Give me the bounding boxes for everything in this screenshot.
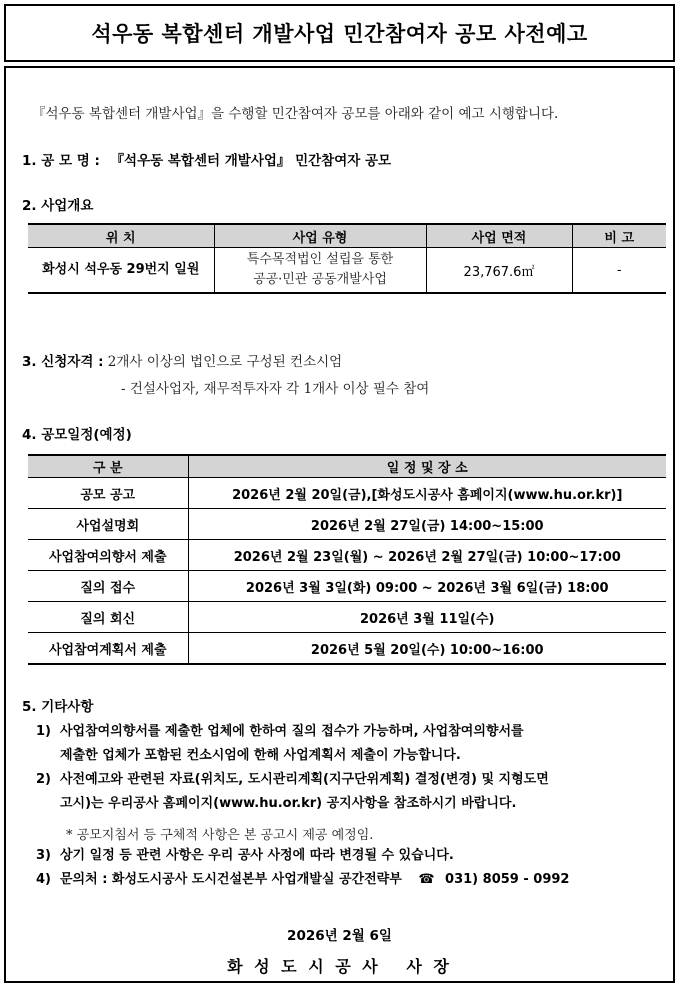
list-item-4 xyxy=(36,868,569,892)
section1-value: 『석우동 복합센터 개발사업』 민간참여자 공모 xyxy=(110,153,392,169)
section2-label: 2. 사업개요 xyxy=(22,198,94,214)
section3 xyxy=(22,350,342,370)
row-schedule: 2026년 2월 27일(금) 14:00~15:00 xyxy=(188,509,666,540)
row-schedule: 2026년 3월 11일(수) xyxy=(188,602,666,633)
table-header-row xyxy=(28,455,666,478)
intro-text: 『석우동 복합센터 개발사업』을 수행할 민간참여자 공모를 아래와 같이 예고 시행합니다. xyxy=(32,106,559,122)
item-number: 4) xyxy=(36,872,51,887)
title-box xyxy=(4,4,675,62)
row-name: 사업참여계획서 제출 xyxy=(28,633,188,665)
section3-line1: 2개사 이상의 법인으로 구성된 컨소시엄 xyxy=(107,354,343,370)
signature: 화 성 도 시 공 사 사 장 xyxy=(227,957,452,976)
cell-type-line1: 특수목적법인 설립을 통한 xyxy=(246,252,394,267)
cell-note: - xyxy=(572,248,666,294)
header-category: 구 분 xyxy=(28,455,188,478)
section4-label: 4. 공모일정(예정) xyxy=(22,427,132,443)
list-item-2 xyxy=(36,768,549,816)
header-schedule: 일 정 및 장 소 xyxy=(188,455,666,478)
cell-area: 23,767.6㎡ xyxy=(426,248,572,294)
row-name: 공모 공고 xyxy=(28,478,188,509)
list-item-1 xyxy=(36,720,524,768)
page-title: 석우동 복합센터 개발사업 민간참여자 공모 사전예고 xyxy=(91,22,588,46)
table-row xyxy=(28,509,666,540)
row-schedule: 2026년 3월 3일(화) 09:00 ~ 2026년 3월 6일(금) 18:00 xyxy=(188,571,666,602)
cell-type xyxy=(214,248,426,294)
row-schedule: 2026년 2월 23일(월) ~ 2026년 2월 27일(금) 10:00~17:00 xyxy=(188,540,666,571)
item-text: 문의처 : 화성도시공사 도시건설본부 사업개발실 공간전략부 xyxy=(60,872,402,887)
item-text-cont: 고시)는 우리공사 홈페이지(www.hu.or.kr) 공지사항을 참조하시기 바랍니다. xyxy=(60,796,517,811)
phone-icon: ☎ xyxy=(418,872,435,887)
item-text: 사전예고와 관련된 자료(위치도, 도시관리계획(지구단위계획) 결정(변경) 및 지형도면 xyxy=(60,772,549,787)
cell-location: 화성시 석우동 29번지 일원 xyxy=(42,262,200,277)
item-number: 2) xyxy=(36,772,51,787)
phone-number: 031) 8059 - 0992 xyxy=(445,872,570,887)
notice-body xyxy=(4,66,675,983)
section1-label: 1. 공 모 명 : xyxy=(22,153,100,169)
table-row xyxy=(28,633,666,665)
header-note: 비 고 xyxy=(572,224,666,248)
table-row xyxy=(28,540,666,571)
row-name: 사업참여의향서 제출 xyxy=(28,540,188,571)
row-schedule: 2026년 5월 20일(수) 10:00~16:00 xyxy=(188,633,666,665)
project-overview-table xyxy=(28,223,666,294)
table-row xyxy=(28,478,666,509)
item-number: 3) xyxy=(36,848,51,863)
table-header-row xyxy=(28,224,666,248)
item-text-cont: 제출한 업체가 포함된 컨소시엄에 한해 사업계획서 제출이 가능합니다. xyxy=(60,748,461,763)
table-row xyxy=(28,602,666,633)
table-row xyxy=(28,248,666,294)
note-text: * 공모지침서 등 구체적 사항은 본 공고시 제공 예정임. xyxy=(66,828,374,843)
item-text: 상기 일정 등 관련 사항은 우리 공사 사정에 따라 변경될 수 있습니다. xyxy=(60,848,454,863)
cell-type-line2: 공공·민관 공동개발사업 xyxy=(253,272,387,287)
schedule-table xyxy=(28,454,666,665)
list-item-3 xyxy=(36,844,454,868)
header-location: 위 치 xyxy=(28,224,214,248)
section3-label: 3. 신청자격 : xyxy=(22,354,104,370)
notice-date: 2026년 2월 6일 xyxy=(287,928,392,944)
section1 xyxy=(22,149,391,169)
row-schedule: 2026년 2월 20일(금),[화성도시공사 홈페이지(www.hu.or.kr)] xyxy=(188,478,666,509)
row-name: 질의 회신 xyxy=(28,602,188,633)
table-row xyxy=(28,571,666,602)
header-type: 사업 유형 xyxy=(214,224,426,248)
row-name: 질의 접수 xyxy=(28,571,188,602)
header-area: 사업 면적 xyxy=(426,224,572,248)
section3-line2: - 건설사업자, 재무적투자자 각 1개사 이상 필수 참여 xyxy=(121,381,430,397)
item-text: 사업참여의향서를 제출한 업체에 한하여 질의 접수가 가능하며, 사업참여의향서를 xyxy=(60,724,524,739)
item-number: 1) xyxy=(36,724,51,739)
section5-label: 5. 기타사항 xyxy=(22,699,94,715)
row-name: 사업설명회 xyxy=(28,509,188,540)
